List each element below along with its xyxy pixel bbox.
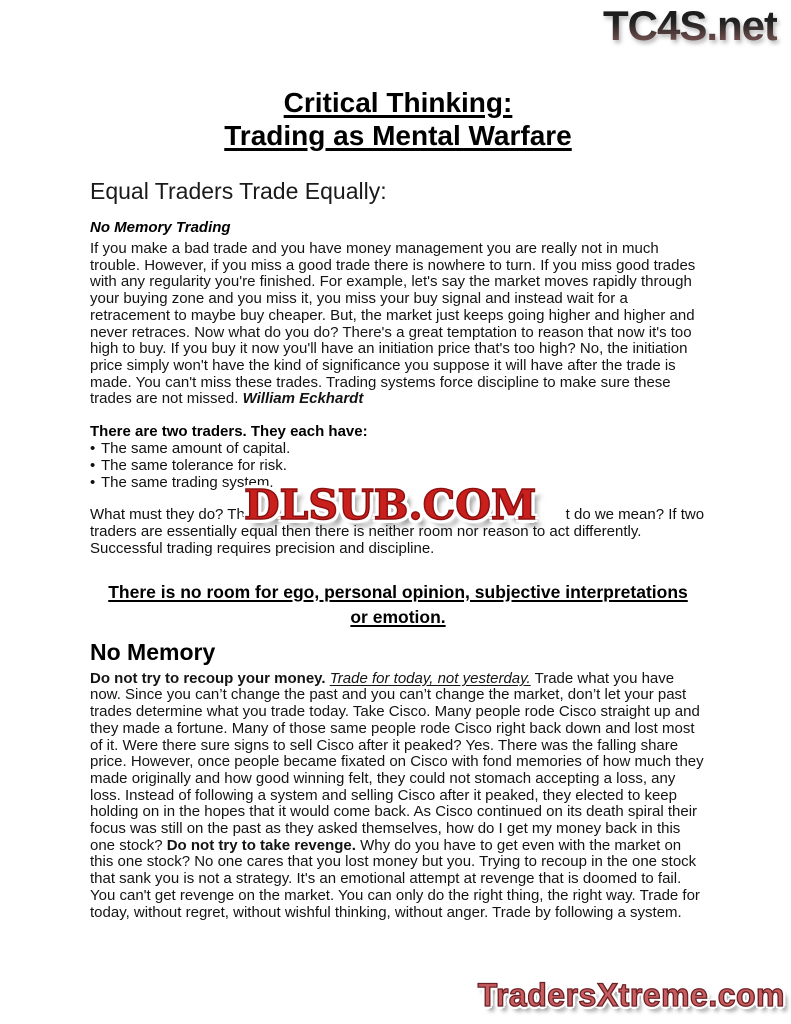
what-must-before: What must they do? They — [90, 506, 261, 524]
heading-two-traders: There are two traders. They each have: — [90, 423, 368, 441]
list-item — [90, 457, 706, 474]
tradersxtreme-logo: TradersXtreme.com — [477, 977, 785, 1013]
bullet-icon: • — [90, 474, 96, 492]
list-item-text: The same trading system. — [101, 474, 274, 492]
page-title — [90, 86, 706, 152]
heading-no-memory: No Memory — [90, 638, 216, 665]
bullet-icon: • — [90, 457, 96, 475]
subheading-no-memory-trading: No Memory Trading — [90, 219, 231, 236]
no-memory-body1: Trade what you have now. Since you can’t change the past and you can’t change the market, don’t let your past trades determine what you trade today. Take Cisco. Many people rode Cisco straight up and they made a fortune. Many of those same people rode Cisco right back down and lost most of it. Were there sure signs to sell Cisco after it peaked? Yes. There was the falling share price. However, once people became fixated on Cisco with fond memories of how much they made originally and how good winning felt, they could not stomach accepting a loss, any loss. Instead of following a system and selling Cisco after it peaked, they elected to keep holding on in the hopes that it would come back. As Cisco continued on its death spiral their focus was still on the past as they asked themselves, how do I get my money back in this one stock? — [90, 669, 704, 854]
list-item-text: The same tolerance for risk. — [101, 457, 287, 475]
paragraph-no-memory-trading — [90, 241, 706, 408]
what-must-after: t do we mean? If two — [565, 506, 705, 524]
no-memory-body2: Why do you have to get even with the market on this one stock? No one cares that you lost money but you. Trying to recoup in the one stock that sank you is not a strategy. It's an emotional attempt at revenge that is doomed to fail. You can't get revenge on the market. You can only do the right thing, the right way. Trade for today, without regret, without wishful thinking, without anger. Trade by following a system. — [90, 836, 700, 921]
no-room-line2: or emotion. — [350, 606, 446, 627]
list-item-text: The same amount of capital. — [101, 440, 291, 458]
page-title-line1: Critical Thinking: — [283, 87, 513, 118]
paragraph-no-memory-trading-text: If you make a bad trade and you have money management you are really not in much trouble. However, if you miss a good trade there is nowhere to turn. If you miss good trades with any regularity you're finished. For example, let's say the market moves rapidly through your buying zone and you miss it, you miss your buy signal and instead wait for a retracement to maybe buy cheaper. But, the market just keeps going higher and higher and never retraces. Now what do you do? There's a great temptation to reason that now it's too high to buy. If you buy it now you'll have an initiation price that's too high? No, the initiation price simply won't have the kind of significance you suppose it will have after the trade is made. You can't miss these trades. Trading systems force discipline to make sure these trades are not missed. — [90, 240, 696, 408]
heading-no-room-for-ego — [90, 580, 706, 630]
italic-trade-for-today: Trade for today, not yesterday. — [329, 669, 531, 687]
attribution-william-eckhardt: William Eckhardt — [242, 390, 364, 408]
page-title-line2: Trading as Mental Warfare — [224, 120, 572, 151]
what-must-rest: traders are essentially equal then there is neither room nor reason to act differently. Successful trading requires precision and discipline. — [90, 522, 642, 557]
paragraph-no-memory — [90, 671, 706, 922]
bullet-icon: • — [90, 440, 96, 458]
heading-equal-traders: Equal Traders Trade Equally: — [90, 178, 387, 204]
bold-recoup: Do not try to recoup your money. — [90, 669, 326, 687]
bold-revenge: Do not try to take revenge. — [166, 836, 356, 854]
tc4s-logo: TC4S.net — [602, 2, 777, 49]
document-content — [90, 0, 706, 921]
dlsub-watermark: DLSUB.COM — [244, 481, 537, 530]
no-room-line1: There is no room for ego, personal opinion, subjective interpretations — [108, 581, 688, 602]
list-item — [90, 440, 706, 457]
